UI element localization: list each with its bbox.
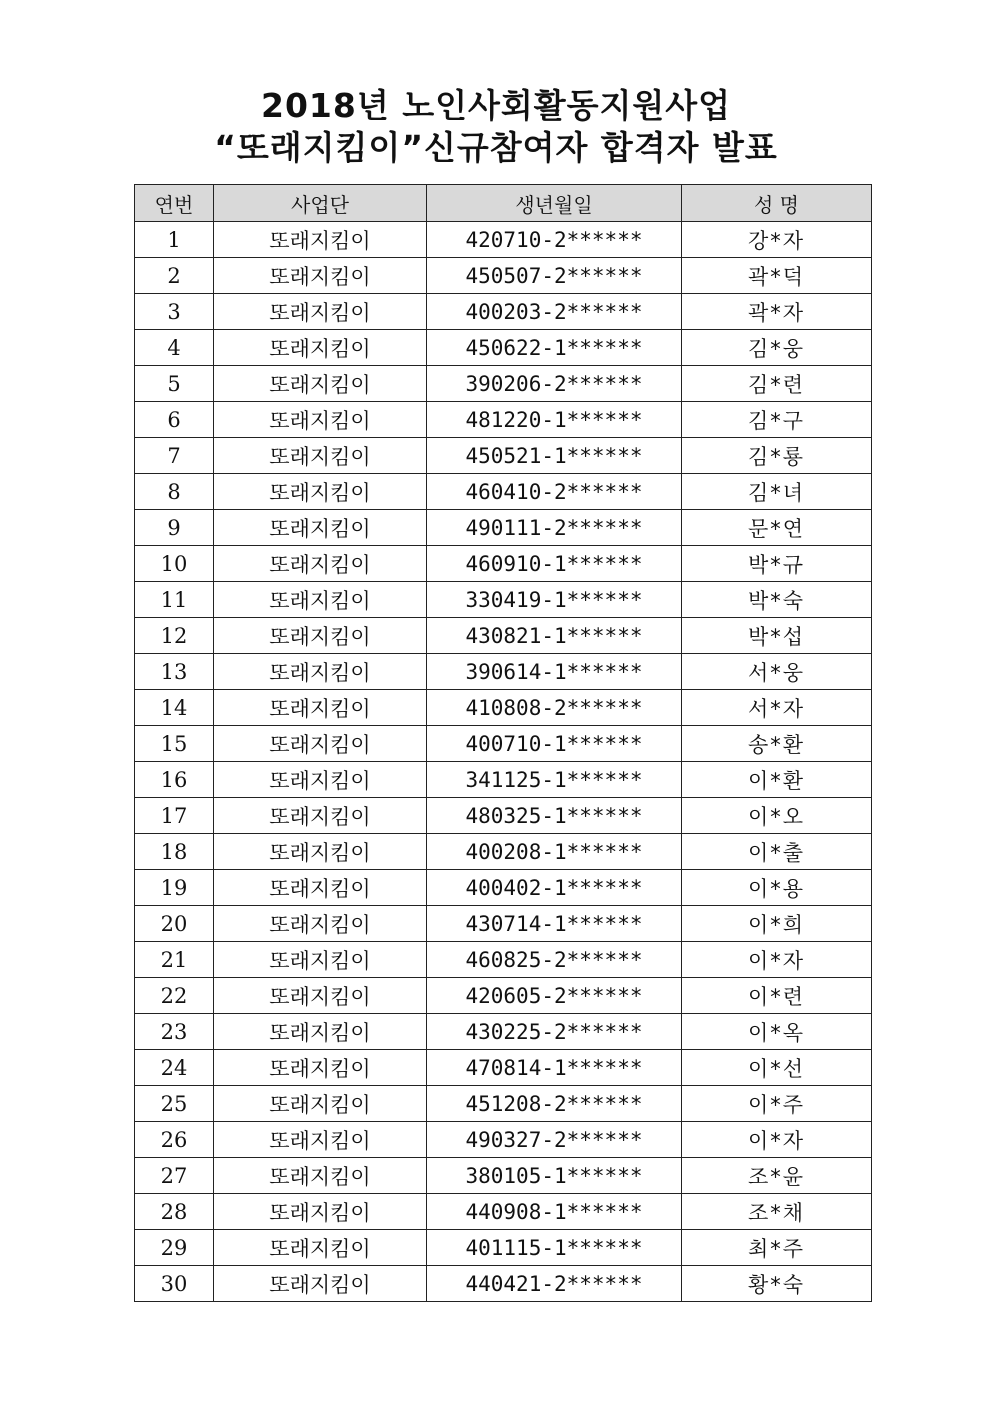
table-row — [135, 474, 872, 510]
name-cell: 이*주 — [682, 1086, 872, 1122]
birth-date-cell: 450521-1****** — [427, 438, 682, 474]
name-cell: 박*규 — [682, 546, 872, 582]
birth-date-cell: 410808-2****** — [427, 690, 682, 726]
serial-number-cell: 22 — [135, 978, 214, 1014]
table-row — [135, 1014, 872, 1050]
name-cell: 이*자 — [682, 1122, 872, 1158]
name-cell: 이*희 — [682, 906, 872, 942]
successful-applicants-table — [134, 184, 872, 1302]
birth-date-cell: 460410-2****** — [427, 474, 682, 510]
table-row — [135, 222, 872, 258]
program-team-cell: 또래지킴이 — [214, 618, 427, 654]
name-cell: 박*섭 — [682, 618, 872, 654]
serial-number-cell: 15 — [135, 726, 214, 762]
program-team-cell: 또래지킴이 — [214, 1266, 427, 1302]
table-row — [135, 1266, 872, 1302]
serial-number-cell: 16 — [135, 762, 214, 798]
birth-date-cell: 470814-1****** — [427, 1050, 682, 1086]
name-cell: 서*자 — [682, 690, 872, 726]
name-cell: 이*옥 — [682, 1014, 872, 1050]
serial-number-cell: 18 — [135, 834, 214, 870]
program-team-cell: 또래지킴이 — [214, 474, 427, 510]
table-body — [135, 222, 872, 1302]
serial-number-cell: 27 — [135, 1158, 214, 1194]
name-cell: 황*숙 — [682, 1266, 872, 1302]
name-cell: 김*룡 — [682, 438, 872, 474]
birth-date-cell: 440421-2****** — [427, 1266, 682, 1302]
serial-number-cell: 6 — [135, 402, 214, 438]
birth-date-cell: 400402-1****** — [427, 870, 682, 906]
program-team-cell: 또래지킴이 — [214, 762, 427, 798]
birth-date-cell: 460825-2****** — [427, 942, 682, 978]
birth-date-cell: 451208-2****** — [427, 1086, 682, 1122]
birth-date-cell: 480325-1****** — [427, 798, 682, 834]
table-row — [135, 762, 872, 798]
table-row — [135, 330, 872, 366]
birth-date-cell: 490111-2****** — [427, 510, 682, 546]
name-cell: 김*녀 — [682, 474, 872, 510]
name-cell: 서*웅 — [682, 654, 872, 690]
header-birth-date: 생년월일 — [427, 185, 682, 222]
program-team-cell: 또래지킴이 — [214, 942, 427, 978]
program-team-cell: 또래지킴이 — [214, 690, 427, 726]
table-row — [135, 1122, 872, 1158]
birth-date-cell: 390614-1****** — [427, 654, 682, 690]
table-row — [135, 582, 872, 618]
program-team-cell: 또래지킴이 — [214, 1086, 427, 1122]
serial-number-cell: 29 — [135, 1230, 214, 1266]
serial-number-cell: 2 — [135, 258, 214, 294]
table-row — [135, 618, 872, 654]
program-team-cell: 또래지킴이 — [214, 654, 427, 690]
birth-date-cell: 400710-1****** — [427, 726, 682, 762]
program-team-cell: 또래지킴이 — [214, 1122, 427, 1158]
program-team-cell: 또래지킴이 — [214, 798, 427, 834]
birth-date-cell: 401115-1****** — [427, 1230, 682, 1266]
birth-date-cell: 420605-2****** — [427, 978, 682, 1014]
program-team-cell: 또래지킴이 — [214, 1194, 427, 1230]
table-header-row — [135, 185, 872, 222]
program-team-cell: 또래지킴이 — [214, 546, 427, 582]
serial-number-cell: 19 — [135, 870, 214, 906]
birth-date-cell: 420710-2****** — [427, 222, 682, 258]
program-team-cell: 또래지킴이 — [214, 402, 427, 438]
table-row — [135, 1230, 872, 1266]
table-row — [135, 942, 872, 978]
birth-date-cell: 341125-1****** — [427, 762, 682, 798]
serial-number-cell: 7 — [135, 438, 214, 474]
serial-number-cell: 3 — [135, 294, 214, 330]
birth-date-cell: 400203-2****** — [427, 294, 682, 330]
birth-date-cell: 460910-1****** — [427, 546, 682, 582]
serial-number-cell: 10 — [135, 546, 214, 582]
table-row — [135, 978, 872, 1014]
birth-date-cell: 490327-2****** — [427, 1122, 682, 1158]
table-row — [135, 546, 872, 582]
program-team-cell: 또래지킴이 — [214, 978, 427, 1014]
program-team-cell: 또래지킴이 — [214, 294, 427, 330]
serial-number-cell: 11 — [135, 582, 214, 618]
program-team-cell: 또래지킴이 — [214, 1158, 427, 1194]
serial-number-cell: 9 — [135, 510, 214, 546]
name-cell: 곽*덕 — [682, 258, 872, 294]
serial-number-cell: 17 — [135, 798, 214, 834]
program-team-cell: 또래지킴이 — [214, 1230, 427, 1266]
table-row — [135, 402, 872, 438]
program-team-cell: 또래지킴이 — [214, 330, 427, 366]
name-cell: 이*련 — [682, 978, 872, 1014]
table-row — [135, 870, 872, 906]
program-team-cell: 또래지킴이 — [214, 438, 427, 474]
birth-date-cell: 390206-2****** — [427, 366, 682, 402]
serial-number-cell: 25 — [135, 1086, 214, 1122]
name-cell: 이*선 — [682, 1050, 872, 1086]
table-row — [135, 906, 872, 942]
name-cell: 김*련 — [682, 366, 872, 402]
serial-number-cell: 26 — [135, 1122, 214, 1158]
program-team-cell: 또래지킴이 — [214, 906, 427, 942]
table-row — [135, 1050, 872, 1086]
birth-date-cell: 380105-1****** — [427, 1158, 682, 1194]
table-row — [135, 798, 872, 834]
program-team-cell: 또래지킴이 — [214, 870, 427, 906]
program-team-cell: 또래지킴이 — [214, 222, 427, 258]
name-cell: 이*오 — [682, 798, 872, 834]
serial-number-cell: 21 — [135, 942, 214, 978]
name-cell: 조*윤 — [682, 1158, 872, 1194]
program-team-cell: 또래지킴이 — [214, 366, 427, 402]
header-program-team: 사업단 — [214, 185, 427, 222]
serial-number-cell: 28 — [135, 1194, 214, 1230]
program-team-cell: 또래지킴이 — [214, 726, 427, 762]
name-cell: 곽*자 — [682, 294, 872, 330]
serial-number-cell: 30 — [135, 1266, 214, 1302]
table-row — [135, 834, 872, 870]
serial-number-cell: 13 — [135, 654, 214, 690]
table-row — [135, 1086, 872, 1122]
table-row — [135, 654, 872, 690]
birth-date-cell: 440908-1****** — [427, 1194, 682, 1230]
table-row — [135, 1194, 872, 1230]
name-cell: 이*환 — [682, 762, 872, 798]
document-title-line-2: “또래지킴이”신규참여자 합격자 발표 — [214, 128, 778, 167]
serial-number-cell: 12 — [135, 618, 214, 654]
serial-number-cell: 24 — [135, 1050, 214, 1086]
name-cell: 김*구 — [682, 402, 872, 438]
serial-number-cell: 4 — [135, 330, 214, 366]
header-serial-number: 연번 — [135, 185, 214, 222]
birth-date-cell: 481220-1****** — [427, 402, 682, 438]
program-team-cell: 또래지킴이 — [214, 510, 427, 546]
table-row — [135, 438, 872, 474]
birth-date-cell: 430714-1****** — [427, 906, 682, 942]
birth-date-cell: 450507-2****** — [427, 258, 682, 294]
name-cell: 송*환 — [682, 726, 872, 762]
birth-date-cell: 400208-1****** — [427, 834, 682, 870]
name-cell: 이*출 — [682, 834, 872, 870]
birth-date-cell: 330419-1****** — [427, 582, 682, 618]
program-team-cell: 또래지킴이 — [214, 582, 427, 618]
table-row — [135, 510, 872, 546]
name-cell: 박*숙 — [682, 582, 872, 618]
program-team-cell: 또래지킴이 — [214, 258, 427, 294]
name-cell: 문*연 — [682, 510, 872, 546]
name-cell: 최*주 — [682, 1230, 872, 1266]
table-row — [135, 690, 872, 726]
serial-number-cell: 5 — [135, 366, 214, 402]
serial-number-cell: 23 — [135, 1014, 214, 1050]
program-team-cell: 또래지킴이 — [214, 1014, 427, 1050]
name-cell: 이*용 — [682, 870, 872, 906]
birth-date-cell: 430821-1****** — [427, 618, 682, 654]
table-row — [135, 258, 872, 294]
name-cell: 김*웅 — [682, 330, 872, 366]
name-cell: 조*채 — [682, 1194, 872, 1230]
table-row — [135, 294, 872, 330]
name-cell: 이*자 — [682, 942, 872, 978]
serial-number-cell: 20 — [135, 906, 214, 942]
program-team-cell: 또래지킴이 — [214, 834, 427, 870]
table-row — [135, 726, 872, 762]
header-name: 성 명 — [682, 185, 872, 222]
name-cell: 강*자 — [682, 222, 872, 258]
document-title-line-1: 2018년 노인사회활동지원사업 — [261, 86, 731, 125]
birth-date-cell: 430225-2****** — [427, 1014, 682, 1050]
serial-number-cell: 14 — [135, 690, 214, 726]
program-team-cell: 또래지킴이 — [214, 1050, 427, 1086]
serial-number-cell: 1 — [135, 222, 214, 258]
table-row — [135, 1158, 872, 1194]
birth-date-cell: 450622-1****** — [427, 330, 682, 366]
serial-number-cell: 8 — [135, 474, 214, 510]
table-row — [135, 366, 872, 402]
